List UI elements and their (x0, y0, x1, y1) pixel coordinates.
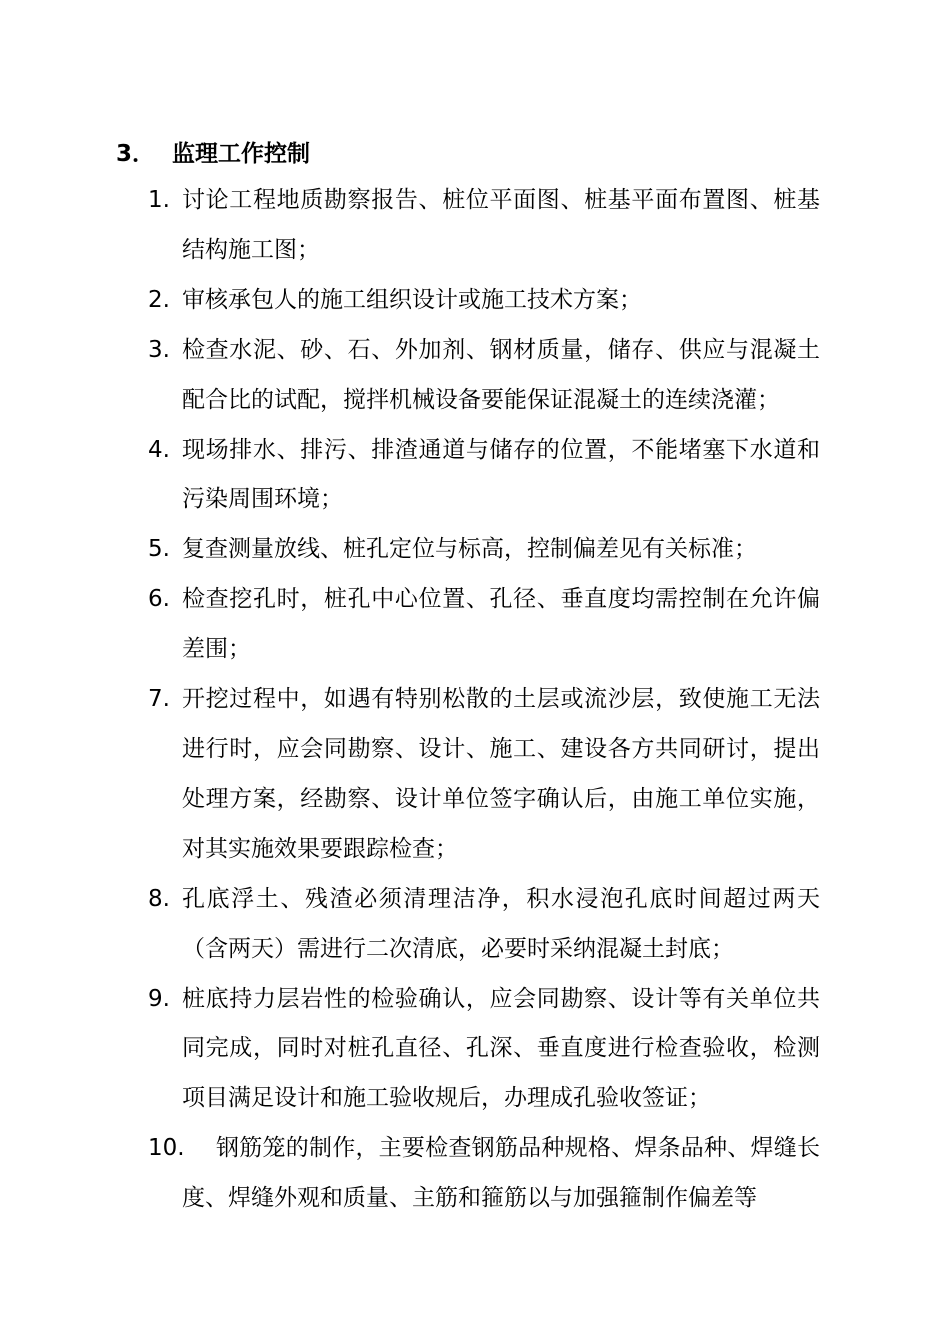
section-title: 监理工作控制 (172, 140, 310, 167)
list-item (148, 875, 820, 975)
list-item (148, 326, 820, 426)
list-item-text: 现场排水、排污、排渣通道与储存的位置，不能堵塞下水道和污染周围环境； (182, 436, 820, 513)
list-item (148, 426, 820, 526)
list-item-text: 孔底浮土、残渣必须清理洁净，积水浸泡孔底时间超过两天（含两天）需进行二次清底，必要时采纳混凝土封底； (182, 885, 820, 962)
list-item-number: 3. (148, 336, 170, 363)
list-item-text: 复查测量放线、桩孔定位与标高，控制偏差见有关标准； (182, 536, 757, 563)
list-item-text: 桩底持力层岩性的检验确认，应会同勘察、设计等有关单位共同完成，同时对桩孔直径、孔深、垂直度进行检查验收，检测项目满足设计和施工验收规后，办理成孔验收签证； (182, 985, 820, 1112)
list-item-text: 钢筋笼的制作，主要检查钢筋品种规格、焊条品种、焊缝长度、焊缝外观和质量、主筋和箍筋以与加强箍制作偏差等 (182, 1135, 820, 1212)
list-item-number: 2. (148, 286, 170, 313)
list-item-number: 5. (148, 536, 170, 563)
list-item-number: 1. (148, 187, 170, 213)
list-item-number: 9. (148, 985, 170, 1012)
list-item-text: 开挖过程中，如遇有特别松散的土层或流沙层，致使施工无法进行时，应会同勘察、设计、施工、建设各方共同研讨，提出处理方案，经勘察、设计单位签字确认后，由施工单位实施，对其实施效果要跟踪检查； (182, 686, 820, 862)
list-item (148, 176, 820, 276)
list-item (148, 575, 820, 675)
section-number: 3． (116, 140, 156, 167)
list-item-number: 6. (148, 586, 170, 613)
numbered-list (148, 176, 820, 1224)
list-item-text: 检查挖孔时，桩孔中心位置、孔径、垂直度均需控制在允许偏差围； (182, 586, 820, 663)
list-item-text: 审核承包人的施工组织设计或施工技术方案； (182, 286, 642, 313)
list-item-number: 10. (148, 1135, 185, 1162)
list-item (148, 975, 820, 1125)
list-item (148, 1124, 820, 1224)
list-item-number: 7. (148, 686, 170, 713)
list-item (148, 276, 820, 326)
list-item-number: 8. (148, 885, 170, 912)
list-item-text: 检查水泥、砂、石、外加剂、钢材质量，储存、供应与混凝土配合比的试配，搅拌机械设备要能保证混凝土的连续浇灌； (182, 336, 820, 413)
list-item (148, 525, 820, 575)
list-item-text: 讨论工程地质勘察报告、桩位平面图、桩基平面布置图、桩基结构施工图； (182, 187, 820, 263)
section-heading (116, 134, 310, 168)
list-item-number: 4. (148, 436, 170, 463)
list-item (148, 675, 820, 875)
